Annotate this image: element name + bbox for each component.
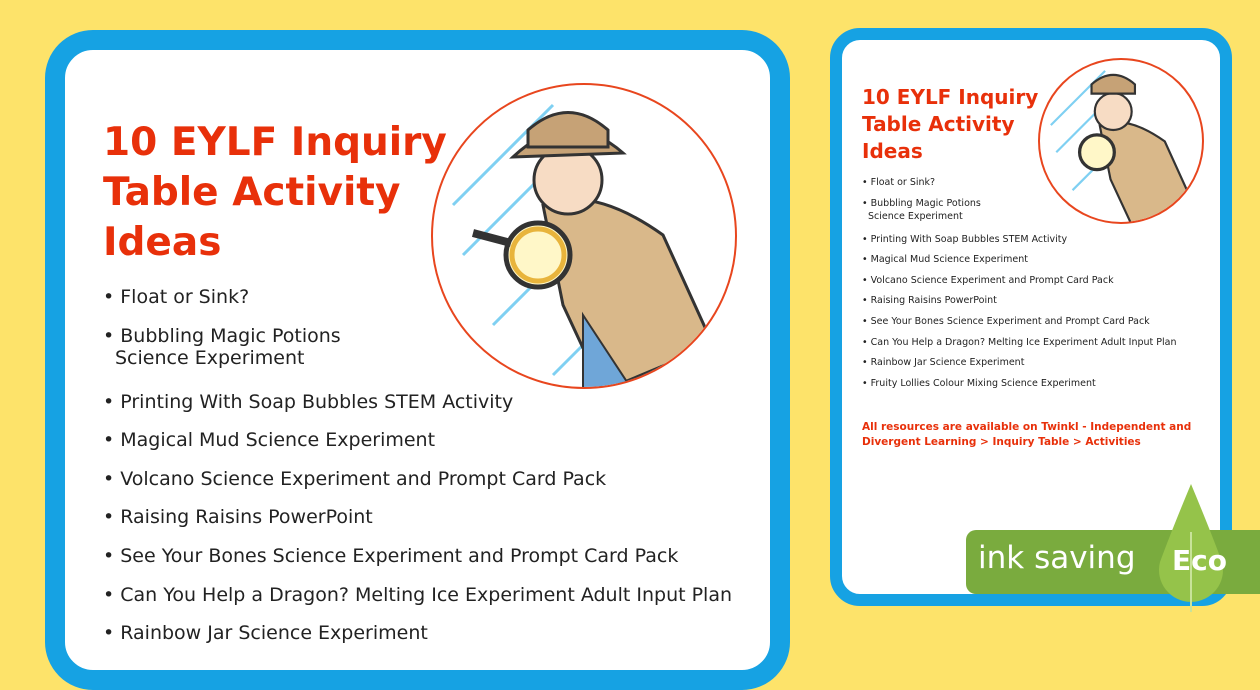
eco-label: Eco bbox=[1172, 544, 1227, 577]
list-item: • Fruity Lollies Colour Mixing Science Experiment bbox=[862, 377, 1096, 389]
list-item: • Rainbow Jar Science Experiment bbox=[862, 357, 1025, 369]
activity-list bbox=[103, 286, 732, 661]
title-line: Table Activity bbox=[103, 170, 401, 215]
title-line: 10 EYLF Inquiry bbox=[103, 120, 447, 165]
list-item: • Can You Help a Dragon? Melting Ice Experiment Adult Input Plan bbox=[103, 583, 733, 606]
list-item: • Rainbow Jar Science Experiment bbox=[103, 622, 428, 645]
page-title bbox=[103, 118, 447, 268]
list-item: • See Your Bones Science Experiment and Prompt Card Pack bbox=[103, 544, 679, 567]
title-line: Table Activity bbox=[862, 112, 1015, 136]
list-item: • Raising Raisins PowerPoint bbox=[103, 506, 373, 529]
list-item: • Magical Mud Science Experiment bbox=[103, 429, 436, 452]
large-preview-card bbox=[45, 30, 790, 690]
ink-saving-badge bbox=[966, 530, 1260, 594]
list-item: • Bubbling Magic Potions Science Experiment bbox=[103, 324, 341, 369]
list-item: • Magical Mud Science Experiment bbox=[862, 254, 1029, 266]
list-item: • Float or Sink? bbox=[862, 177, 936, 188]
activity-list bbox=[862, 176, 1177, 397]
list-item: • Printing With Soap Bubbles STEM Activity bbox=[103, 390, 514, 413]
title-line: Ideas bbox=[862, 139, 923, 163]
list-item: • Printing With Soap Bubbles STEM Activity bbox=[862, 233, 1068, 245]
resource-footer: All resources are available on Twinkl - Independent and Divergent Learning > Inquiry Table > Activities bbox=[862, 421, 1192, 448]
list-item: • Bubbling Magic Potions Science Experiment bbox=[862, 197, 981, 222]
list-item: • Volcano Science Experiment and Prompt Card Pack bbox=[862, 274, 1114, 286]
title-line: Ideas bbox=[103, 220, 222, 265]
page-title bbox=[862, 84, 1038, 165]
ink-saving-label: ink saving bbox=[978, 540, 1136, 576]
list-item: • See Your Bones Science Experiment and Prompt Card Pack bbox=[862, 315, 1150, 327]
list-item: • Float or Sink? bbox=[103, 286, 250, 308]
list-item: • Volcano Science Experiment and Prompt Card Pack bbox=[103, 467, 607, 490]
title-line: 10 EYLF Inquiry bbox=[862, 85, 1039, 109]
list-item: • Raising Raisins PowerPoint bbox=[862, 295, 997, 307]
list-item: • Can You Help a Dragon? Melting Ice Experiment Adult Input Plan bbox=[862, 336, 1177, 348]
